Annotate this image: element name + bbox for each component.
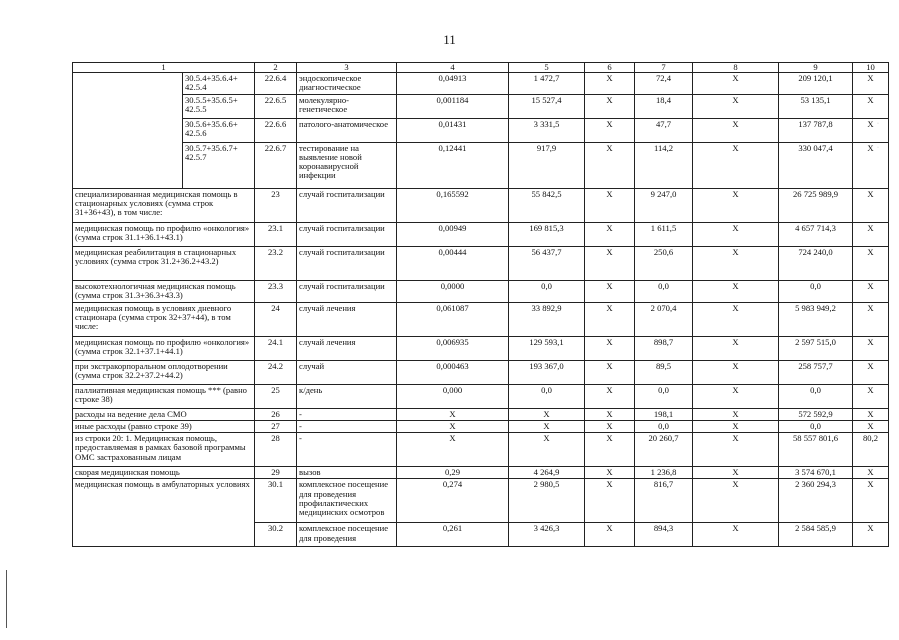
cell-col7: 47,7 xyxy=(635,119,693,143)
cell-col8: Х xyxy=(693,409,779,421)
cell-col6: Х xyxy=(585,361,635,385)
cell-col7: 816,7 xyxy=(635,479,693,523)
cell-name: медицинская помощь по профилю «онкология» (сумма строк 31.1+36.1+43.1) xyxy=(73,223,255,247)
cell-col6: Х xyxy=(585,421,635,433)
cell-col7: 114,2 xyxy=(635,143,693,189)
cell-col9: 258 757,7 xyxy=(779,361,853,385)
table-row xyxy=(73,409,889,421)
cell-col6: Х xyxy=(585,479,635,523)
cell-col10: Х xyxy=(853,143,889,189)
data-table xyxy=(72,62,889,547)
cell-col7: 894,3 xyxy=(635,523,693,547)
cell-col5: 169 815,3 xyxy=(509,223,585,247)
cell-unit: случай госпитализации xyxy=(297,189,397,223)
cell-name: скорая медицинская помощь xyxy=(73,467,255,479)
cell-col10: Х xyxy=(853,467,889,479)
cell-unit: случай госпитализации xyxy=(297,247,397,281)
cell-col4: Х xyxy=(397,409,509,421)
cell-col4: Х xyxy=(397,433,509,467)
table-row xyxy=(73,247,889,281)
cell-col10: Х xyxy=(853,247,889,281)
cell-col4: 0,061087 xyxy=(397,303,509,337)
cell-col6: Х xyxy=(585,73,635,95)
cell-row-number: 24 xyxy=(255,303,297,337)
header-cell: 1 xyxy=(73,63,255,73)
cell-col4: 0,01431 xyxy=(397,119,509,143)
cell-col7: 198,1 xyxy=(635,409,693,421)
scan-specks: · · xyxy=(877,121,879,151)
header-row xyxy=(73,63,889,73)
cell-col5: 33 892,9 xyxy=(509,303,585,337)
cell-name: медицинская реабилитация в стационарных условиях (сумма строк 31.2+36.2+43.2) xyxy=(73,247,255,281)
cell-col7: 72,4 xyxy=(635,73,693,95)
cell-col8: Х xyxy=(693,479,779,523)
cell-col4: 0,00949 xyxy=(397,223,509,247)
cell-col6: Х xyxy=(585,143,635,189)
cell-col4: 0,000 xyxy=(397,385,509,409)
cell-col10: Х xyxy=(853,189,889,223)
cell-col8: Х xyxy=(693,361,779,385)
cell-col4: 0,29 xyxy=(397,467,509,479)
cell-col10: Х xyxy=(853,385,889,409)
cell-unit: молекулярно-генетическое xyxy=(297,95,397,119)
cell-unit: тестирование на выявление новой коронавирусной инфекции xyxy=(297,143,397,189)
cell-col9: 0,0 xyxy=(779,421,853,433)
cell-col9: 2 584 585,9 xyxy=(779,523,853,547)
cell-col10: Х xyxy=(853,409,889,421)
cell-row-number: 24.2 xyxy=(255,361,297,385)
cell-col9: 572 592,9 xyxy=(779,409,853,421)
cell-col8: Х xyxy=(693,523,779,547)
cell-row-number: 22.6.5 xyxy=(255,95,297,119)
cell-col6: Х xyxy=(585,247,635,281)
cell-col5: 0,0 xyxy=(509,385,585,409)
cell-col7: 2 070,4 xyxy=(635,303,693,337)
table-row xyxy=(73,433,889,467)
cell-col10: Х xyxy=(853,337,889,361)
page-number: 11 xyxy=(443,32,456,47)
cell-row-number: 22.6.6 xyxy=(255,119,297,143)
cell-col6: Х xyxy=(585,189,635,223)
cell-col7: 0,0 xyxy=(635,281,693,303)
header-cell: 9 xyxy=(779,63,853,73)
cell-row-number: 28 xyxy=(255,433,297,467)
cell-col5: 0,0 xyxy=(509,281,585,303)
cell-col9: 2 597 515,0 xyxy=(779,337,853,361)
cell-unit: патолого-анатомическое xyxy=(297,119,397,143)
cell-col9: 0,0 xyxy=(779,281,853,303)
cell-unit: случай госпитализации xyxy=(297,223,397,247)
cell-col5: Х xyxy=(509,433,585,467)
cell-col8: Х xyxy=(693,303,779,337)
cell-col10: Х xyxy=(853,303,889,337)
header-cell: 10 xyxy=(853,63,889,73)
cell-col8: Х xyxy=(693,143,779,189)
cell-col10: Х xyxy=(853,523,889,547)
cell-col8: Х xyxy=(693,247,779,281)
cell-col10: Х xyxy=(853,281,889,303)
cell-col4: 0,04913 xyxy=(397,73,509,95)
margin-mark xyxy=(6,570,7,628)
cell-row-number: 22.6.7 xyxy=(255,143,297,189)
cell-col10: Х xyxy=(853,361,889,385)
cell-col5: 56 437,7 xyxy=(509,247,585,281)
cell-col4: 0,006935 xyxy=(397,337,509,361)
cell-col10: Х xyxy=(853,119,889,143)
cell-row-number: 30.2 xyxy=(255,523,297,547)
cell-name: специализированная медицинская помощь в стационарных условиях (сумма строк 31+36+43), в том числе: xyxy=(73,189,255,223)
cell-col7: 9 247,0 xyxy=(635,189,693,223)
cell-col7: 898,7 xyxy=(635,337,693,361)
table-row xyxy=(73,143,889,189)
cell-col7: 0,0 xyxy=(635,385,693,409)
cell-col9: 137 787,8 xyxy=(779,119,853,143)
header-cell: 8 xyxy=(693,63,779,73)
cell-row-number: 23 xyxy=(255,189,297,223)
cell-col9: 5 983 949,2 xyxy=(779,303,853,337)
cell-col4: Х xyxy=(397,421,509,433)
cell-row-number: 29 xyxy=(255,467,297,479)
cell-row-number: 27 xyxy=(255,421,297,433)
cell-col6: Х xyxy=(585,119,635,143)
header-cell: 4 xyxy=(397,63,509,73)
cell-unit: - xyxy=(297,421,397,433)
cell-col9: 209 120,1 xyxy=(779,73,853,95)
table-row xyxy=(73,385,889,409)
cell-col4: 0,261 xyxy=(397,523,509,547)
cell-col8: Х xyxy=(693,119,779,143)
cell-col7: 0,0 xyxy=(635,421,693,433)
cell-col8: Х xyxy=(693,385,779,409)
cell-col10: Х xyxy=(853,73,889,95)
cell-col5: 15 527,4 xyxy=(509,95,585,119)
cell-col5: 917,9 xyxy=(509,143,585,189)
cell-unit: случай лечения xyxy=(297,337,397,361)
cell-unit: к/день xyxy=(297,385,397,409)
cell-col4: 0,000463 xyxy=(397,361,509,385)
cell-col7: 20 260,7 xyxy=(635,433,693,467)
cell-col7: 1 236,8 xyxy=(635,467,693,479)
cell-col8: Х xyxy=(693,189,779,223)
cell-col8: Х xyxy=(693,223,779,247)
cell-unit: случай госпитализации xyxy=(297,281,397,303)
cell-col8: Х xyxy=(693,95,779,119)
cell-unit: случай xyxy=(297,361,397,385)
cell-code: 30.5.6+35.6.6+ 42.5.6 xyxy=(183,119,255,143)
header-cell: 6 xyxy=(585,63,635,73)
cell-col4: 0,0000 xyxy=(397,281,509,303)
cell-col9: 2 360 294,3 xyxy=(779,479,853,523)
table-row xyxy=(73,337,889,361)
cell-col5: 55 842,5 xyxy=(509,189,585,223)
cell-col6: Х xyxy=(585,223,635,247)
cell-col8: Х xyxy=(693,421,779,433)
cell-col5: 3 426,3 xyxy=(509,523,585,547)
table-row xyxy=(73,361,889,385)
table-row xyxy=(73,73,889,95)
cell-col10: Х xyxy=(853,95,889,119)
header-cell: 3 xyxy=(297,63,397,73)
cell-col8: Х xyxy=(693,73,779,95)
cell-row-number: 23.3 xyxy=(255,281,297,303)
cell-unit: комплексное посещение для проведения профилактических медицинских осмотров xyxy=(297,479,397,523)
header-cell: 5 xyxy=(509,63,585,73)
cell-name: при экстракорпоральном оплодотворении (сумма строк 32.2+37.2+44.2) xyxy=(73,361,255,385)
cell-name: медицинская помощь в условиях дневного стационара (сумма строк 32+37+44), в том числе: xyxy=(73,303,255,337)
cell-col5: Х xyxy=(509,421,585,433)
cell-col8: Х xyxy=(693,281,779,303)
cell-col5: 193 367,0 xyxy=(509,361,585,385)
table-row xyxy=(73,119,889,143)
cell-row-number: 30.1 xyxy=(255,479,297,523)
cell-col7: 250,6 xyxy=(635,247,693,281)
cell-col6: Х xyxy=(585,281,635,303)
cell-unit: комплексное посещение для проведения xyxy=(297,523,397,547)
header-cell: 2 xyxy=(255,63,297,73)
cell-col9: 0,0 xyxy=(779,385,853,409)
cell-col5: 4 264,9 xyxy=(509,467,585,479)
cell-row-number: 23.1 xyxy=(255,223,297,247)
cell-row-number: 22.6.4 xyxy=(255,73,297,95)
cell-col5: 1 472,7 xyxy=(509,73,585,95)
cell-name: расходы на ведение дела СМО xyxy=(73,409,255,421)
cell-name: медицинская помощь по профилю «онкология» (сумма строк 32.1+37.1+44.1) xyxy=(73,337,255,361)
cell-col9: 330 047,4 xyxy=(779,143,853,189)
cell-col10: Х xyxy=(853,479,889,523)
cell-col9: 3 574 670,1 xyxy=(779,467,853,479)
table-row xyxy=(73,421,889,433)
cell-name: иные расходы (равно строке 39) xyxy=(73,421,255,433)
cell-row-number: 23.2 xyxy=(255,247,297,281)
cell-col9: 53 135,1 xyxy=(779,95,853,119)
header-cell: 7 xyxy=(635,63,693,73)
cell-col4: 0,12441 xyxy=(397,143,509,189)
cell-col5: 3 331,5 xyxy=(509,119,585,143)
cell-row-number: 25 xyxy=(255,385,297,409)
cell-col4: 0,274 xyxy=(397,479,509,523)
cell-col9: 724 240,0 xyxy=(779,247,853,281)
cell-col8: Х xyxy=(693,337,779,361)
cell-col6: Х xyxy=(585,467,635,479)
blank-cell xyxy=(73,73,183,189)
cell-code: 30.5.7+35.6.7+ 42.5.7 xyxy=(183,143,255,189)
cell-col5: 2 980,5 xyxy=(509,479,585,523)
cell-unit: - xyxy=(297,409,397,421)
cell-col6: Х xyxy=(585,385,635,409)
cell-code: 30.5.5+35.6.5+ 42.5.5 xyxy=(183,95,255,119)
cell-col8: Х xyxy=(693,433,779,467)
table-row xyxy=(73,303,889,337)
table-row xyxy=(73,467,889,479)
cell-col6: Х xyxy=(585,303,635,337)
cell-code: 30.5.4+35.6.4+ 42.5.4 xyxy=(183,73,255,95)
cell-name: высокотехнологичная медицинская помощь (сумма строк 31.3+36.3+43.3) xyxy=(73,281,255,303)
table-row xyxy=(73,281,889,303)
cell-col9: 58 557 801,6 xyxy=(779,433,853,467)
cell-col9: 4 657 714,3 xyxy=(779,223,853,247)
cell-col5: Х xyxy=(509,409,585,421)
cell-col7: 1 611,5 xyxy=(635,223,693,247)
cell-col5: 129 593,1 xyxy=(509,337,585,361)
cell-col6: Х xyxy=(585,95,635,119)
table-row xyxy=(73,223,889,247)
cell-name: из строки 20: 1. Медицинская помощь, предоставляемая в рамках базовой программы ОМС застрахованным лицам xyxy=(73,433,255,467)
cell-unit: - xyxy=(297,433,397,467)
cell-name: паллиативная медицинская помощь *** (равно строке 38) xyxy=(73,385,255,409)
cell-col10: Х xyxy=(853,223,889,247)
table-row xyxy=(73,95,889,119)
cell-col8: Х xyxy=(693,467,779,479)
cell-col6: Х xyxy=(585,523,635,547)
cell-col10: 80,2 xyxy=(853,433,889,467)
cell-col6: Х xyxy=(585,409,635,421)
cell-col9: 26 725 989,9 xyxy=(779,189,853,223)
cell-col4: 0,001184 xyxy=(397,95,509,119)
cell-col10: Х xyxy=(853,421,889,433)
cell-col7: 89,5 xyxy=(635,361,693,385)
cell-col7: 18,4 xyxy=(635,95,693,119)
table-row xyxy=(73,189,889,223)
cell-unit: случай лечения xyxy=(297,303,397,337)
table-row xyxy=(73,479,889,523)
cell-name: медицинская помощь в амбулаторных условиях xyxy=(73,479,255,547)
cell-col6: Х xyxy=(585,433,635,467)
cell-col4: 0,165592 xyxy=(397,189,509,223)
cell-col6: Х xyxy=(585,337,635,361)
cell-unit: вызов xyxy=(297,467,397,479)
cell-unit: эндоскопическое диагностическое xyxy=(297,73,397,95)
cell-row-number: 24.1 xyxy=(255,337,297,361)
cell-col4: 0,00444 xyxy=(397,247,509,281)
cell-row-number: 26 xyxy=(255,409,297,421)
